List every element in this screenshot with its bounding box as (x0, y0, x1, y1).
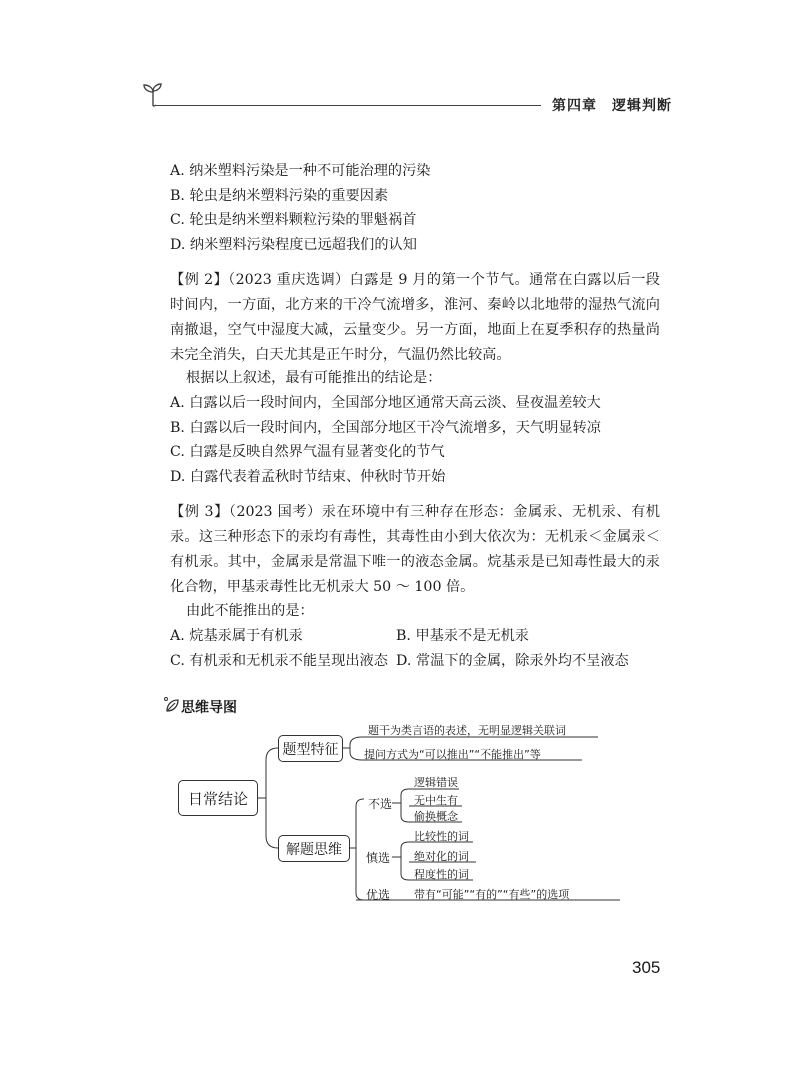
chapter-title: 第四章 逻辑判断 (552, 98, 672, 114)
group-prefer-label: 优选 (366, 888, 391, 902)
group-reject-item-2: 无中生有 (414, 794, 458, 807)
example-2-question: 根据以上叙述，最有可能推出的结论是： (186, 370, 442, 386)
example-3-option-c: C. 有机汞和无机汞不能呈现出液态 (170, 653, 388, 669)
page-number: 305 (632, 958, 661, 977)
example-3-option-b: B. 甲基汞不是无机汞 (396, 628, 529, 644)
option-prev-d: D. 纳米塑料污染程度已远超我们的认知 (170, 237, 417, 253)
example-2-option-a: A. 白露以后一段时间内，全国部分地区通常天高云淡、昼夜温差较大 (170, 395, 601, 411)
mindmap-branch-thinking: 解题思维 (278, 835, 350, 862)
option-prev-c: C. 轮虫是纳米塑料颗粒污染的罪魁祸首 (170, 212, 417, 228)
group-reject-item-1: 逻辑错误 (414, 776, 458, 789)
group-reject-item-3: 偷换概念 (414, 810, 458, 823)
example-2-option-c: C. 白露是反映自然界气温有显著变化的节气 (170, 444, 445, 460)
feature-item-1: 题干为类言语的表述，无明显逻辑关联词 (368, 724, 566, 737)
example-2-label: 【例 2】 (170, 272, 229, 288)
mindmap-root: 日常结论 (178, 780, 258, 816)
example-2-option-d: D. 白露代表着孟秋时节结束、仲秋时节开始 (170, 469, 446, 485)
option-prev-b: B. 轮虫是纳米塑料污染的重要因素 (170, 188, 389, 204)
example-2-text: （2023 重庆选调）白露是 9 月的第一个节气。通常在白露以后一段时间内，一方面，北方来的干冷气流增多，淮河、秦岭以北地带的湿热气流向南撤退，空气中湿度大减，云量变少。另一方面，地面上在夏季积存的热量尚未完全消失，白天尤其是正午时分，气温仍然比较高。 (170, 272, 660, 363)
group-cautious-item-3: 程度性的词 (414, 868, 469, 881)
group-reject-label: 不选 (368, 797, 393, 811)
example-3-option-a: A. 烷基汞属于有机汞 (170, 628, 303, 644)
example-3-text: （2023 国考）汞在环境中有三种存在形态：金属汞、无机汞、有机汞。这三种形态下的汞均有毒性，其毒性由小到大依次为：无机汞＜金属汞＜有机汞。其中，金属汞是常温下唯一的液态金属。烷基汞是已知毒性最大的汞化合物，甲基汞毒性比无机汞大 50 ～ 100 倍。 (170, 504, 660, 595)
group-cautious-item-2: 绝对化的词 (414, 850, 469, 863)
option-prev-a: A. 纳米塑料污染是一种不可能治理的污染 (170, 163, 431, 179)
example-3-label: 【例 3】 (170, 504, 229, 520)
mindmap-title: 思维导图 (181, 700, 237, 716)
feature-item-2: 提问方式为“可以推出”“不能推出”等 (364, 748, 541, 761)
mindmap-branch-features: 题型特征 (278, 735, 343, 762)
group-prefer-item-1: 带有“可能”“有的”“有些”的选项 (414, 888, 570, 901)
group-cautious-label: 慎选 (366, 851, 391, 865)
example-3-option-d: D. 常温下的金属，除汞外均不呈液态 (396, 653, 629, 669)
example-2-option-b: B. 白露以后一段时间内，全国部分地区干冷气流增多，天气明显转凉 (170, 420, 601, 436)
example-3-question: 由此不能推出的是： (186, 603, 314, 619)
group-cautious-item-1: 比较性的词 (414, 830, 469, 843)
